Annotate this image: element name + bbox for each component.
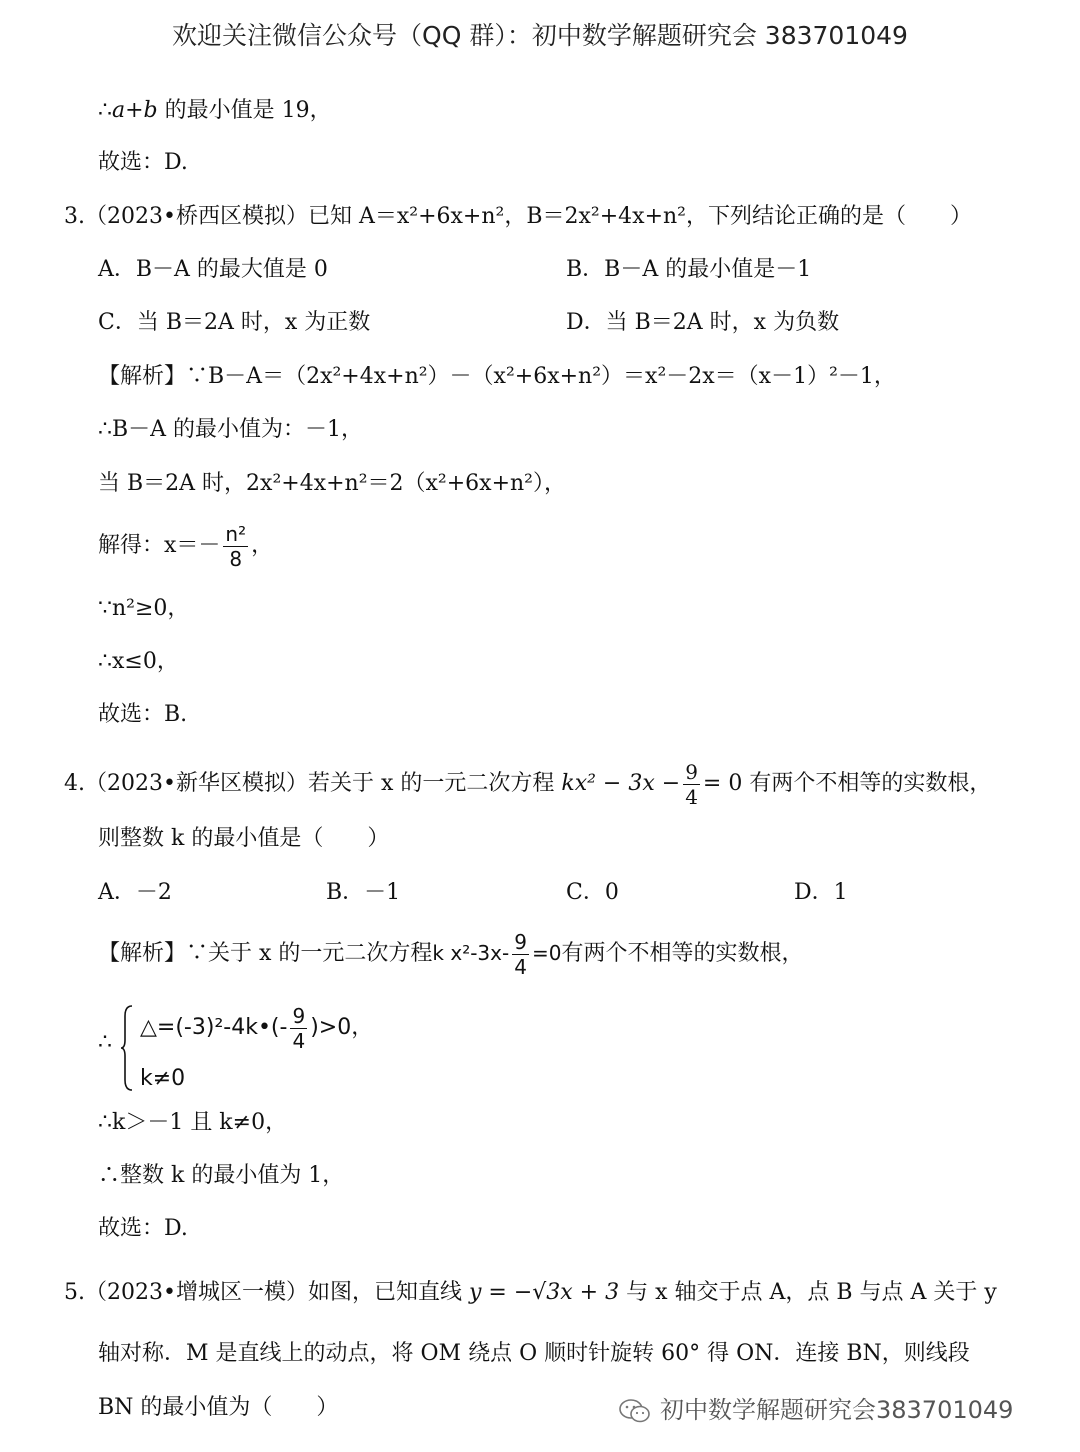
watermark-text: 初中数学解题研究会383701049 [660,1396,1014,1424]
q4-analysis-line1 [98,924,803,983]
q5-stem-part1: 如图，已知直线 [307,1280,462,1305]
q3-solve-comma: ， [251,533,274,558]
q5-stem-line3: BN 的最小值为（ ） [98,1395,339,1420]
q4-stem [64,754,991,814]
q4-source: （2023•新华区模拟） [85,771,308,796]
q4-equation-denominator: 4 [685,784,698,809]
q3-analysis-label: 【解析】 [98,364,187,389]
q3-option-a: A．B－A 的最大值是 0 [98,257,328,282]
q4-system-suffix: ， [351,1015,374,1040]
q4-analysis-eq-denominator: 4 [514,954,527,979]
q4-analysis-eq-numerator: 9 [514,929,527,954]
q5-source: （2023•增城区一模） [85,1280,308,1305]
watermark [618,1390,1013,1425]
q4-analysis-line4: ∴整数 k 的最小值为 1， [98,1163,345,1188]
q4-system-prefix: ∴ [98,1030,112,1055]
q5-number: 5. [64,1280,85,1305]
q5-stem-line2: 轴对称．M 是直线上的动点，将 OM 绕点 O 顺时针旋转 60° 得 ON．连接 BN，则线段 [98,1341,970,1366]
q4-analysis-text1: ∵关于 x 的一元二次方程 [186,941,433,966]
q2-conclusion-text: 的最小值是 19， [157,98,332,123]
q3-solve-denominator: 8 [229,546,243,571]
q4-system-row1 [140,1000,373,1056]
q3-analysis-line4 [98,518,273,574]
q3-number: 3. [64,204,85,229]
q3-choice: 故选：B. [98,702,188,727]
q4-stem-part2: 有两个不相等的实数根， [749,771,992,796]
q4-analysis-eq-right: =0 [531,941,562,965]
q3-option-d: D．当 B＝2A 时，x 为负数 [566,310,840,335]
page-header: 欢迎关注微信公众号（QQ 群）：初中数学解题研究会 383701049 [172,21,908,50]
q3-analysis-line5: ∵n²≥0， [98,596,190,621]
q4-system-row1-right: )>0 [310,1015,352,1040]
q4-equation-fraction [683,760,700,809]
q3-option-c: C．当 B＝2A 时，x 为正数 [98,310,371,335]
q3-stem-text: 已知 A＝x²+6x+n²，B＝2x²+4x+n²，下列结论正确的是（ ） [307,204,972,229]
q4-option-b: B．－1 [326,880,401,905]
q3-analysis-line1 [98,362,896,392]
q4-option-c: C．0 [566,880,619,905]
q2-conclusion-prefix: ∴ [98,98,112,123]
q2-conclusion [98,96,332,126]
q4-analysis-line3: ∴k＞－1 且 k≠0， [98,1110,288,1135]
q2-conclusion-math: a+b [112,98,158,123]
q2-choice: 故选：D. [98,150,188,175]
q4-equation-left: kx² − 3x − [561,771,681,796]
q4-stem-part1: 若关于 x 的一元二次方程 [307,771,555,796]
q3-stem [64,202,972,232]
q4-number: 4. [64,771,85,796]
q4-stem-line2: 则整数 k 的最小值是（ ） [98,826,390,851]
q4-equation-right: = 0 [702,771,743,796]
q4-system-row1-fraction [290,1004,307,1053]
q5-equation: y = −√3x + 3 [468,1280,620,1305]
q4-system-row1-numerator: 9 [292,1003,306,1028]
q3-solve-numerator: n² [225,521,247,546]
brace-icon [120,1004,134,1092]
q4-option-a: A．－2 [98,880,172,905]
q3-option-b: B．B－A 的最小值是－1 [566,257,812,282]
wechat-icon [618,1398,652,1424]
q4-system-row2: k≠0 [140,1066,186,1091]
q4-analysis-eq-left: k x²-3x- [432,941,510,965]
q4-analysis-tail: 有两个不相等的实数根， [561,941,804,966]
q3-solve-fraction [223,522,248,571]
q3-solve-prefix: 解得：x＝－ [98,533,221,558]
q4-system-row1-denominator: 4 [292,1028,306,1053]
q3-analysis-text1: ∵B－A＝（2x²+4x+n²）－（x²+6x+n²）＝x²－2x＝（x－1）²－1， [186,364,896,389]
q4-choice: 故选：D. [98,1216,188,1241]
q5-stem-part2: 与 x 轴交于点 A，点 B 与点 A 关于 y [626,1280,997,1305]
q4-equation-numerator: 9 [685,759,698,784]
q3-analysis-line6: ∴x≤0， [98,649,179,674]
q3-source: （2023•桥西区模拟） [85,204,308,229]
q3-analysis-line3: 当 B＝2A 时，2x²+4x+n²＝2（x²+6x+n²）， [98,471,567,496]
q3-analysis-line2: ∴B－A 的最小值为：－1， [98,417,364,442]
q4-analysis-label: 【解析】 [98,941,187,966]
q4-system-row1-left: △=(-3)²-4k•(- [140,1015,288,1040]
q4-option-d: D．1 [794,880,848,905]
q5-stem [64,1278,997,1308]
q4-analysis-eq-fraction [512,930,529,979]
